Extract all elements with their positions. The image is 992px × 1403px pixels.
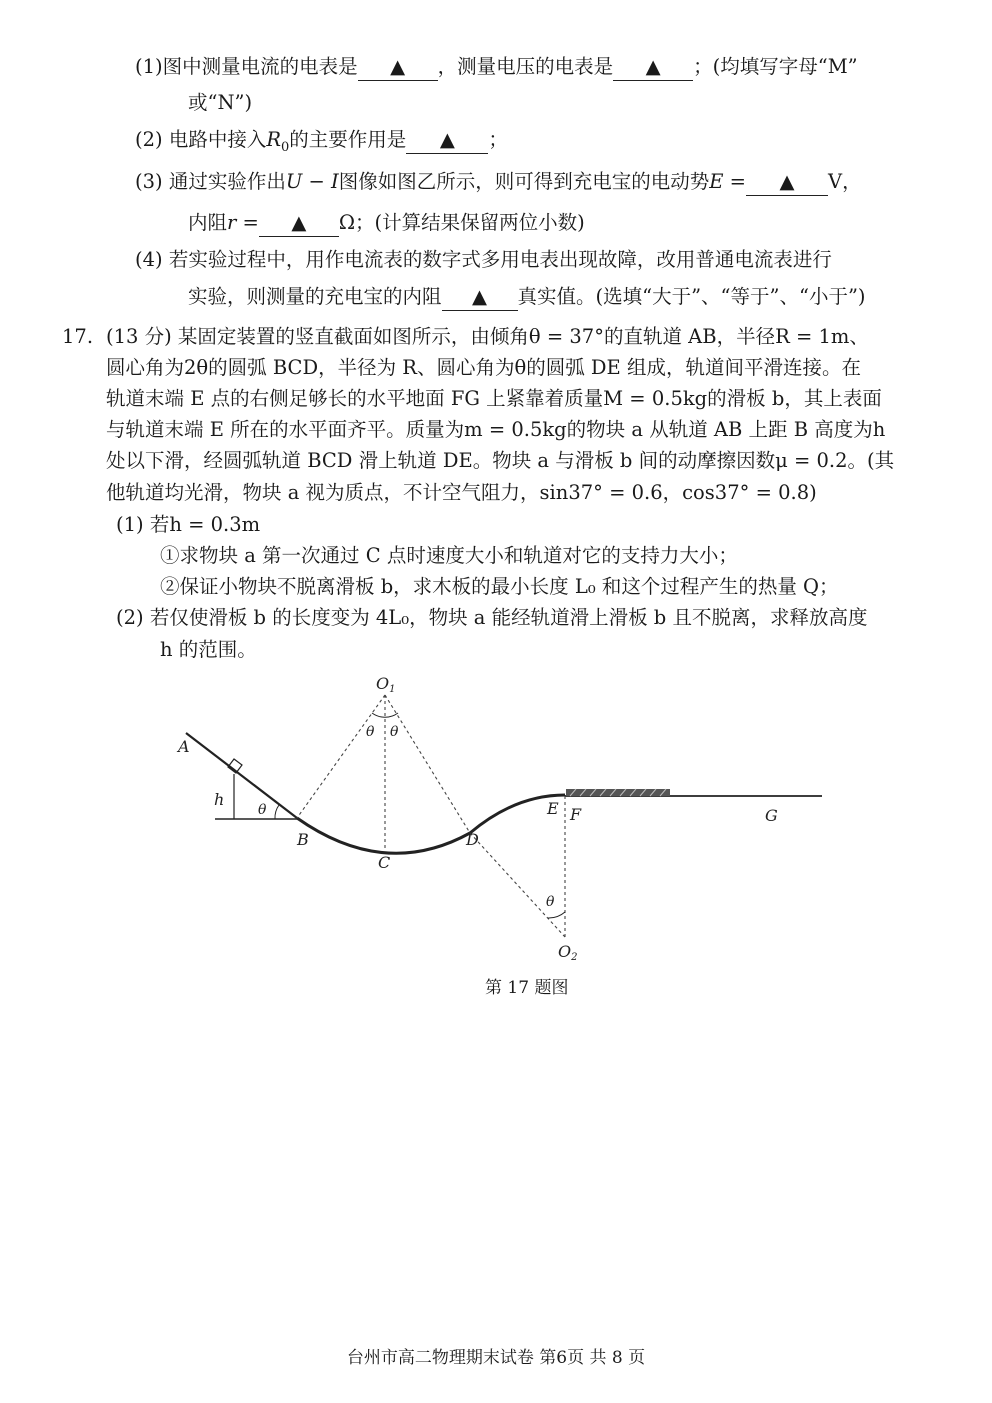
incline-ab [186, 733, 297, 818]
q16-part3-line2: 内阻r = ▲ Ω；(计算结果保留两位小数) [188, 210, 585, 237]
q17-sub1: (1) 若h = 0.3m [116, 513, 261, 536]
q17-line2: 圆心角为2θ的圆弧 BCD，半径为 R、圆心角为θ的圆弧 DE 组成，轨道间平滑连接。在 [106, 356, 861, 379]
label-theta-o1-right: θ [390, 724, 399, 740]
figure-caption: 第 17 题图 [485, 978, 569, 998]
label-b: B [297, 830, 309, 849]
answer-blank-4[interactable]: ▲ [746, 169, 828, 196]
radius-o2-d [470, 833, 565, 937]
arc-bcd [297, 818, 470, 853]
q16-part1-line2: 或“N”) [188, 91, 253, 114]
q17-sub2: (2) 若仅使滑板 b 的长度变为 4L₀，物块 a 能经轨道滑上滑板 b 且不脱离，求释放高度 [116, 606, 868, 629]
label-o2: O2 [558, 942, 578, 963]
label-theta-o2: θ [546, 894, 555, 910]
q17-sub1b: ②保证小物块不脱离滑板 b，求木板的最小长度 L₀ 和这个过程产生的热量 Q； [160, 575, 839, 598]
q16-part4-line1: (4) 若实验过程中，用作电流表的数字式多用电表出现故障，改用普通电流表进行 [135, 248, 832, 271]
angle-arc-b [275, 805, 279, 819]
angle-arc-o2 [548, 912, 565, 918]
label-d: D [466, 830, 479, 849]
q17-line6: 他轨道均光滑，物块 a 视为质点，不计空气阻力，sin37° = 0.6，cos37° = 0.8) [106, 481, 817, 504]
q17-line5: 处以下滑，经圆弧轨道 BCD 滑上轨道 DE。物块 a 与滑板 b 间的动摩擦因数μ = 0.2。(其 [106, 449, 895, 472]
q17-line4: 与轨道末端 E 所在的水平面齐平。质量为m = 0.5kg的物块 a 从轨道 AB 上距 B 高度为h [106, 418, 886, 441]
answer-blank-2[interactable]: ▲ [613, 54, 693, 81]
q17-line3: 轨道末端 E 点的右侧足够长的水平地面 FG 上紧靠着质量M = 0.5kg的滑板 b，其上表面 [106, 387, 882, 410]
page-footer: 台州市高二物理期末试卷 第6页 共 8 页 [346, 1348, 646, 1368]
label-o1: O1 [376, 674, 396, 695]
label-f: F [570, 805, 582, 824]
q16-part1-line1: (1)图中测量电流的电表是 ▲ ，测量电压的电表是 ▲ ；(均填写字母“M” [135, 54, 858, 81]
q17-line1: (13 分) 某固定装置的竖直截面如图所示，由倾角θ = 37°的直轨道 AB，半径R = 1m、 [106, 325, 869, 348]
q16-part4-line2: 实验，则测量的充电宝的内阻 ▲ 真实值。(选填“大于”、“等于”、“小于”) [188, 284, 866, 311]
slider-b [566, 789, 670, 796]
q17-sub2b: h 的范围。 [160, 638, 257, 661]
label-g: G [765, 806, 778, 825]
label-theta-o1-left: θ [366, 724, 375, 740]
label-theta-b: θ [258, 802, 267, 818]
q17-sub1a: ①求物块 a 第一次通过 C 点时速度大小和轨道对它的支持力大小； [160, 544, 738, 567]
label-e: E [547, 799, 559, 818]
label-c: C [378, 853, 391, 872]
q17-number: 17. [62, 325, 94, 348]
answer-blank-5[interactable]: ▲ [259, 210, 339, 237]
q16-part2: (2) 电路中接入$R_0$的主要作用是 ▲ ； [135, 128, 508, 155]
label-h: h [214, 790, 225, 809]
answer-blank-3[interactable]: ▲ [406, 127, 488, 154]
radius-o1-d [385, 695, 470, 833]
q16-part3-line1: (3) 通过实验作出U − I图像如图乙所示，则可得到充电宝的电动势E = ▲ V， [135, 169, 862, 196]
label-a: A [178, 737, 190, 756]
answer-blank-6[interactable]: ▲ [442, 284, 518, 311]
answer-blank-1[interactable]: ▲ [358, 54, 438, 81]
